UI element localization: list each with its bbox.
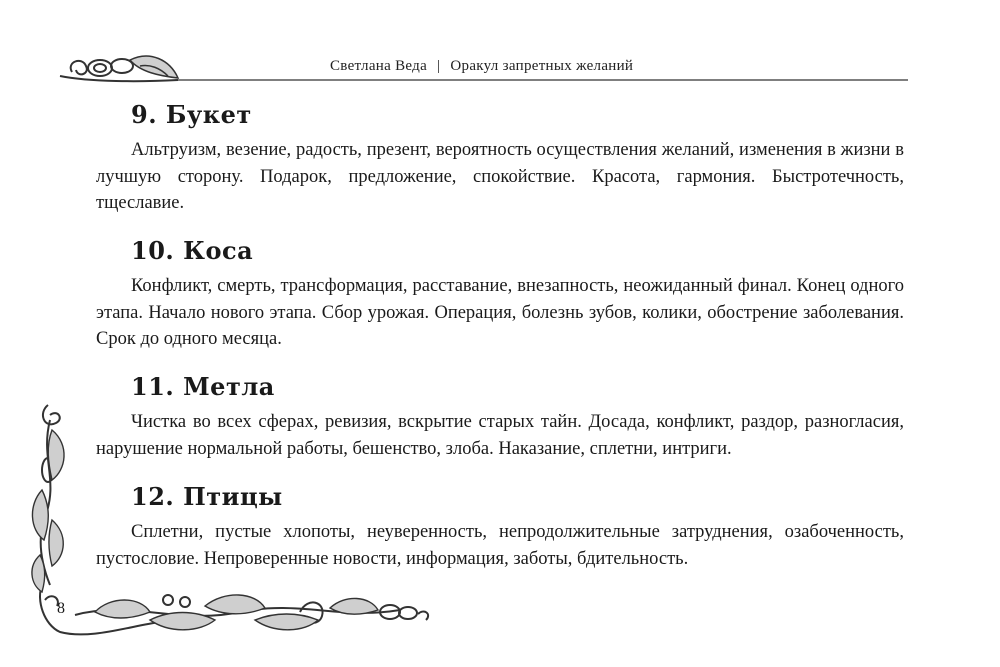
section-text: Конфликт, смерть, трансформация, расставание, внезапность, неожиданный финал. Конец одного этапа. Начало нового этапа. Сбор урожая. Операция, болезнь зубов, колики, обострение заболевания. Срок до одного месяца. [96,276,904,349]
section-12 [96,482,904,572]
section-text: Альтруизм, везение, радость, презент, вероятность осуществления желаний, изменения в жизни в лучшую сторону. Подарок, предложение, спокойствие. Красота, гармония. Быстротечность, тщеславие. [96,140,904,213]
header-separator: | [437,58,441,74]
section-title: 10. Коса [131,236,254,265]
section-title: 12. Птицы [131,482,283,511]
section-9 [96,100,904,217]
section-title: 9. Букет [131,100,252,129]
page-number: 8 [57,600,65,617]
section-text: Сплетни, пустые хлопоты, неуверенность, непродолжительные затруднения, озабоченность, пустословие. Непроверенные новости, информация, заботы, бдительность. [96,522,904,569]
section-10 [96,236,904,353]
header-book-title: Оракул запретных желаний [450,58,634,74]
section-title: 11. Метла [131,372,275,401]
running-header [330,58,633,75]
section-11 [96,372,904,462]
section-text: Чистка во всех сферах, ревизия, вскрытие старых тайн. Досада, конфликт, раздор, разногласия, нарушение нормальной работы, бешенство, злоба. Наказание, сплетни, интриги. [96,412,904,459]
header-author: Светлана Веда [330,58,428,74]
